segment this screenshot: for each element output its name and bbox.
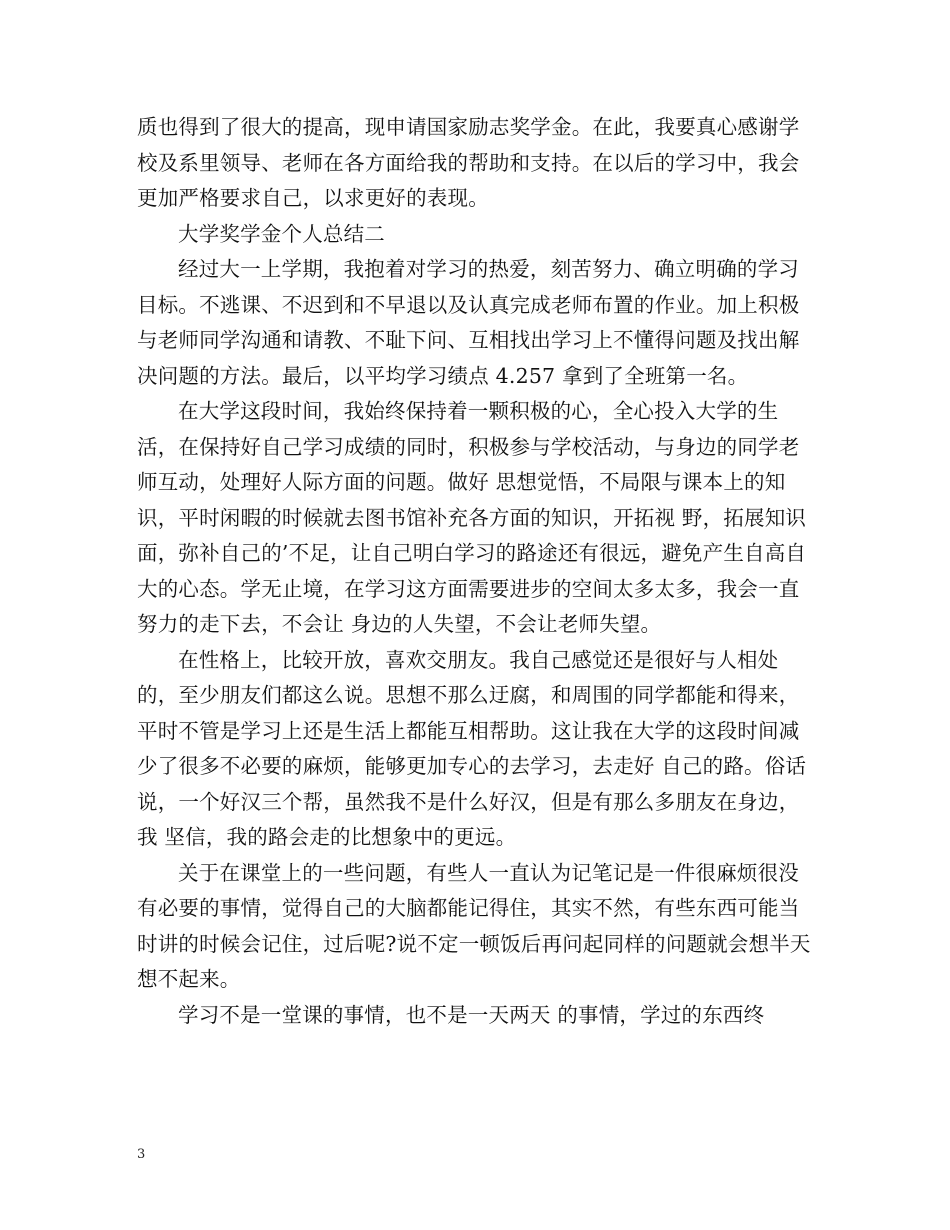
section-heading: 大学奖学金个人总结二: [178, 221, 385, 246]
paragraph: 在大学这段时间，我始终保持着一颗积极的心，全心投入大学的生活，在保持好自己学习成绩的同时，积极参与学校活动，与身边的同学老师互动，处理好人际方面的问题。做好 思想觉悟，不局限与课本上的知识，平时闲暇的时候就去图书馆补充各方面的知识，开拓视 野，拓展知识面，弥补自己的’不足，让自己明白学习的路途还有很远，避免产生自高自大的心态。学无止境，在学习这方面需要进步的空间太多太多，我会一直努力的走下去，不会让 身边的人失望，不会让老师失望。: [137, 399, 807, 636]
paragraph: 在性格上，比较开放，喜欢交朋友。我自己感觉还是很好与人相处的，至少朋友们都这么说。思想不那么迂腐，和周围的同学都能和得来，平时不管是学习上还是生活上都能互相帮助。这让我在大学的这段时间减少了很多不必要的麻烦，能够更加专心的去学习，去走好 自己的路。俗话说，一个好汉三个帮，虽然我不是什么好汉，但是有那么多朋友在身边，我 坚信，我的路会走的比想象中的更远。: [137, 647, 807, 849]
paragraph: 关于在课堂上的一些问题，有些人一直认为记笔记是一件很麻烦很没有必要的事情，觉得自己的大脑都能记得住，其实不然，有些东西可能当时讲的时候会记住，过后呢?说不定一顿饭后再问起同样的问题就会想半天想不起来。: [137, 860, 811, 991]
paragraph: 学习不是一堂课的事情，也不是一天两天 的事情，学过的东西终: [178, 1002, 765, 1027]
body-text: [137, 110, 817, 1033]
paragraph: 经过大一上学期，我抱着对学习的热爱，刻苦努力、确立明确的学习目标。不逃课、不迟到和不早退以及认真完成老师布置的作业。加上积极与老师同学沟通和请教、不耻下问、互相找出学习上不懂得问题及找出解决问题的方法。最后，以平均学习绩点 4.257 拿到了全班第一名。: [137, 257, 800, 388]
page-number: 3: [137, 1147, 146, 1162]
paragraph-continuation: 质也得到了很大的提高，现申请国家励志奖学金。在此，我要真心感谢学校及系里领导、老师在各方面给我的帮助和支持。在以后的学习中，我会更加严格要求自己，以求更好的表现。: [137, 115, 800, 210]
